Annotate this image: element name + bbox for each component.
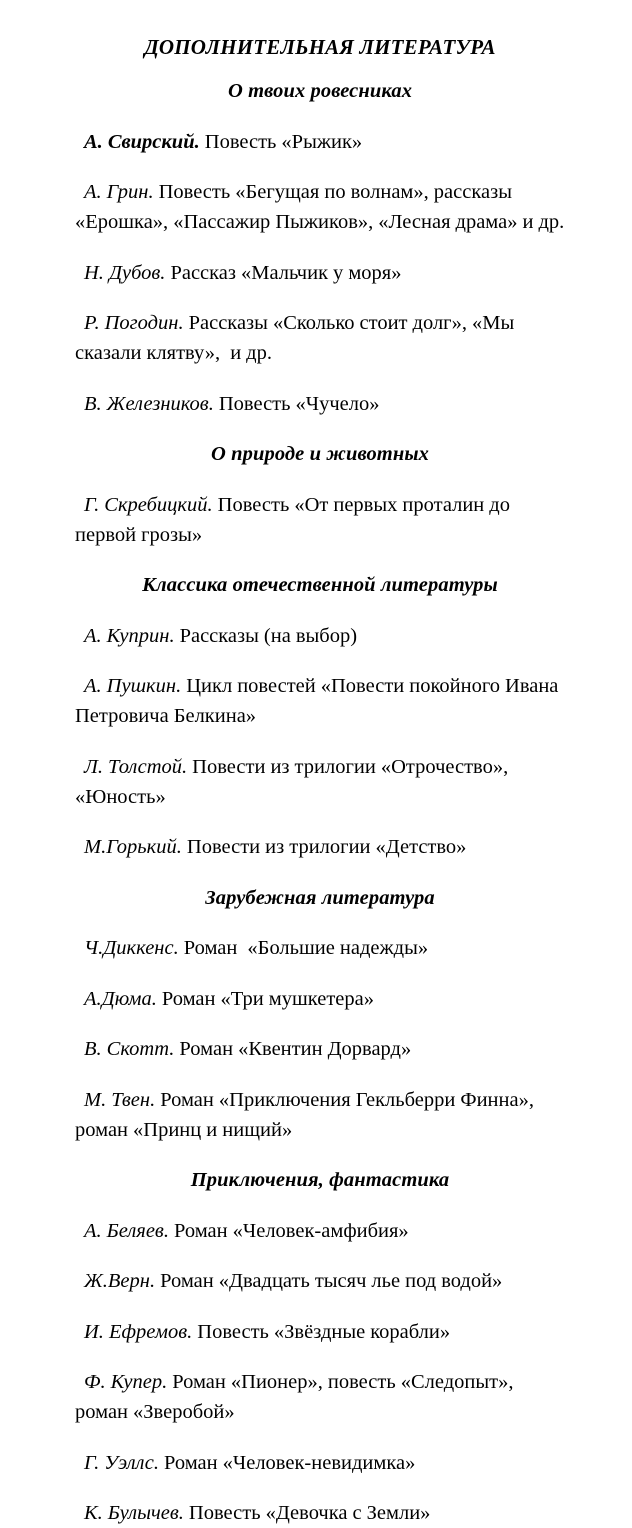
- entry-author: Р. Погодин: [84, 312, 179, 335]
- entry-author: А.Дюма: [84, 987, 152, 1010]
- page-title: ДОПОЛНИТЕЛЬНАЯ ЛИТЕРАТУРА: [144, 35, 496, 60]
- entry-work: Повесть «Звёздные корабли»: [192, 1320, 451, 1343]
- entry-work: Рассказы «Сколько стоит долг», «Мы сказали клятву», и др.: [75, 312, 520, 365]
- entry-author-punct: .: [176, 836, 182, 859]
- literature-section: [75, 439, 565, 550]
- literature-entry: [75, 1317, 565, 1347]
- literature-entry: [75, 1266, 565, 1296]
- entry-work: Роман «Большие надежды»: [178, 937, 429, 960]
- entry-work: Цикл повестей «Повести покойного Ивана Петровича Белкина»: [75, 675, 564, 728]
- entry-author-punct: .: [162, 1371, 168, 1394]
- literature-entry: [75, 671, 565, 731]
- sections-container: [75, 76, 565, 1528]
- entry-work: Повесть «Девочка с Земли»: [183, 1502, 431, 1525]
- entry-author: Ф. Купер: [84, 1371, 163, 1394]
- entry-list: [75, 127, 565, 419]
- literature-entry: [75, 177, 565, 237]
- entry-author: А. Беляев: [84, 1219, 164, 1242]
- entry-author: Г. Скребицкий: [84, 493, 208, 516]
- literature-entry: [75, 752, 565, 812]
- entry-author-punct: .: [169, 1038, 175, 1061]
- literature-entry: [75, 933, 565, 963]
- entry-work: Рассказ «Мальчик у моря»: [165, 261, 402, 284]
- entry-work: Роман «Квентин Дорвард»: [174, 1038, 412, 1061]
- entry-work: Повесть «Бегущая по волнам», рассказы «Ерошка», «Пассажир Пыжиков», «Лесная драма» и др.: [75, 181, 565, 234]
- literature-entry: [75, 389, 565, 419]
- entry-author-punct: .: [163, 1219, 169, 1242]
- entry-work: Роман «Человек-амфибия»: [168, 1219, 409, 1242]
- entry-author-punct: .: [169, 624, 175, 647]
- entry-work: Роман «Три мушкетера»: [156, 987, 374, 1010]
- entry-author: Л. Толстой: [84, 755, 183, 778]
- entry-list: [75, 490, 565, 550]
- literature-entry: [75, 621, 565, 651]
- literature-entry: [75, 308, 565, 368]
- entry-author: Ч.Диккенс: [84, 937, 174, 960]
- entry-list: [75, 621, 565, 863]
- entry-author: А. Пушкин: [84, 675, 177, 698]
- literature-section: [75, 883, 565, 1145]
- entry-list: [75, 933, 565, 1145]
- entry-work: Повести из трилогии «Детство»: [181, 836, 467, 859]
- entry-author-punct: .: [178, 312, 184, 335]
- entry-work: Роман «Приключения Гекльберри Финна», роман «Принц и нищий»: [75, 1088, 539, 1141]
- entry-author-punct: .: [207, 493, 213, 516]
- literature-entry: [75, 1085, 565, 1145]
- entry-author: К. Булычев: [84, 1502, 179, 1525]
- entry-work: Роман «Человек-невидимка»: [158, 1451, 416, 1474]
- entry-author-punct: .: [208, 392, 214, 415]
- entry-author-punct: .: [182, 755, 188, 778]
- entry-author: А. Грин: [84, 181, 149, 204]
- section-heading: Классика отечественной литературы: [142, 574, 498, 597]
- literature-section: [75, 76, 565, 419]
- literature-entry: [75, 258, 565, 288]
- entry-author-punct: .: [194, 130, 200, 153]
- entry-author-punct: .: [153, 1451, 159, 1474]
- literature-entry: [75, 1498, 565, 1528]
- literature-section: [75, 1165, 565, 1528]
- entry-author-punct: .: [173, 937, 179, 960]
- entry-author: М. Твен: [84, 1088, 151, 1111]
- section-heading: О твоих ровесниках: [227, 80, 413, 103]
- literature-entry: [75, 127, 565, 157]
- section-heading: Зарубежная литература: [205, 886, 435, 909]
- entry-work: Роман «Двадцать тысяч лье под водой»: [155, 1270, 503, 1293]
- entry-list: [75, 1216, 565, 1528]
- entry-work: Повесть «От первых проталин до первой грозы»: [75, 493, 516, 546]
- literature-entry: [75, 984, 565, 1014]
- entry-author-punct: .: [151, 987, 157, 1010]
- entry-author: Ж.Верн: [84, 1270, 150, 1293]
- entry-work: Повесть «Рыжик»: [199, 130, 363, 153]
- entry-work: Повести из трилогии «Отрочество», «Юность»: [75, 755, 514, 808]
- entry-author: М.Горький: [84, 836, 177, 859]
- section-heading: О природе и животных: [211, 443, 429, 466]
- entry-author-punct: .: [160, 261, 166, 284]
- entry-author-punct: .: [176, 675, 182, 698]
- entry-author-punct: .: [150, 1088, 156, 1111]
- literature-entry: [75, 1448, 565, 1478]
- entry-author: В. Скотт: [84, 1038, 170, 1061]
- entry-author-punct: .: [149, 1270, 156, 1293]
- entry-author: В. Железников: [84, 392, 209, 415]
- literature-entry: [75, 1216, 565, 1246]
- literature-entry: [75, 1034, 565, 1064]
- entry-author: Н. Дубов: [84, 261, 161, 284]
- literature-section: [75, 570, 565, 862]
- entry-author-punct: .: [148, 181, 154, 204]
- entry-author: А. Куприн: [84, 624, 170, 647]
- entry-author-punct: .: [187, 1320, 193, 1343]
- entry-author: И. Ефремов: [84, 1320, 188, 1343]
- entry-work: Повесть «Чучело»: [213, 392, 380, 415]
- entry-author-punct: .: [178, 1502, 184, 1525]
- literature-entry: [75, 1367, 565, 1427]
- entry-author: Г. Уэллс: [84, 1451, 154, 1474]
- literature-entry: [75, 490, 565, 550]
- section-heading: Приключения, фантастика: [190, 1169, 450, 1192]
- entry-author: А. Свирский: [84, 130, 195, 153]
- literature-entry: [75, 832, 565, 862]
- entry-work: Роман «Пионер», повесть «Следопыт», роман «Зверобой»: [75, 1371, 519, 1424]
- entry-work: Рассказы (на выбор): [174, 624, 358, 647]
